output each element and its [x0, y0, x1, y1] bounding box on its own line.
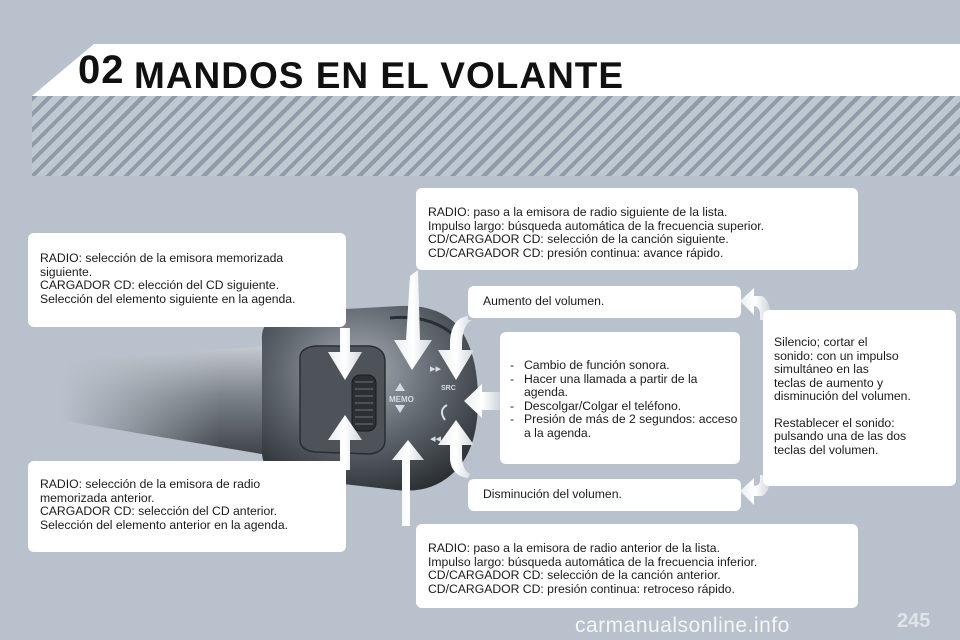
callout-volume-down — [468, 479, 741, 511]
watermark: carmanualsonline.info — [575, 614, 790, 637]
callout-line: Selección del elemento anterior en la agenda. — [40, 517, 288, 532]
seek-up-symbol: ▸▸ — [430, 362, 442, 375]
callout-line: CD/CARGADOR CD: presión continua: retroceso rápido. — [428, 581, 735, 596]
callout-line: CARGADOR CD: selección del CD anterior. — [40, 504, 278, 518]
list-item: - Cambio de función sonora. — [510, 359, 740, 373]
callout-line: CARGADOR CD: elección del CD siguiente. — [40, 278, 280, 292]
callout-line: sonido: con un impulso — [774, 348, 899, 363]
callout-line: Selección del elemento siguiente en la agenda. — [40, 291, 296, 306]
callout-seek-down — [416, 524, 858, 608]
callout-mute — [763, 310, 956, 486]
callout-line: RADIO: selección de la emisora memorizada — [40, 251, 284, 265]
callout-line: RADIO: paso a la emisora de radio siguiente de la lista. — [428, 205, 728, 219]
callout-prev-preset — [28, 461, 346, 552]
page-number: 245 — [897, 610, 931, 632]
callout-line: teclas del volumen. — [774, 442, 879, 457]
list-item: - Hacer una llamada a partir de la agenda. — [510, 373, 740, 400]
callout-line: siguiente. — [40, 264, 93, 279]
callout-line: Aumento del volumen. — [483, 294, 605, 308]
callout-line: simultáneo en las — [774, 362, 869, 376]
callout-line: memorizada anterior. — [40, 490, 155, 505]
paragraph-gap — [774, 404, 956, 417]
callout-line: Impulso largo: búsqueda automática de la frecuencia superior. — [428, 218, 765, 233]
seek-down-symbol: ◂◂ — [430, 432, 442, 445]
page-title: MANDOS EN EL VOLANTE — [134, 55, 625, 96]
callout-volume-up — [468, 286, 741, 318]
src-label: SRC — [441, 385, 456, 392]
callout-line: pulsando una de las dos — [774, 429, 907, 443]
callout-line: Disminución del volumen. — [483, 487, 622, 501]
list-item: - Descolgar/Colgar el teléfono. — [510, 400, 740, 414]
callout-line: disminución del volumen. — [774, 389, 911, 403]
chapter-number: 02 — [78, 48, 125, 92]
callout-line: CD/CARGADOR CD: presión continua: avance rápido. — [428, 245, 724, 260]
callout-line: Restablecer el sonido: — [774, 415, 895, 430]
source-list — [510, 359, 740, 440]
callout-line: CD/CARGADOR CD: selección de la canción siguiente. — [428, 232, 729, 246]
callout-line: CD/CARGADOR CD: selección de la canción anterior. — [428, 568, 721, 582]
callout-source — [500, 332, 740, 464]
callout-line: Impulso largo: búsqueda automática de la frecuencia inferior. — [428, 554, 758, 569]
callout-line: RADIO: selección de la emisora de radio — [40, 477, 261, 491]
callout-line: Silencio; cortar el — [774, 335, 868, 349]
callout-next-preset — [28, 233, 346, 327]
callout-seek-up — [416, 188, 858, 270]
list-item: - Presión de más de 2 segundos: acceso a la agenda. — [510, 413, 740, 440]
memo-label: MEMO — [389, 395, 414, 404]
callout-line: RADIO: paso a la emisora de radio anterior de la lista. — [428, 541, 720, 555]
callout-line: teclas de aumento y — [774, 375, 884, 390]
